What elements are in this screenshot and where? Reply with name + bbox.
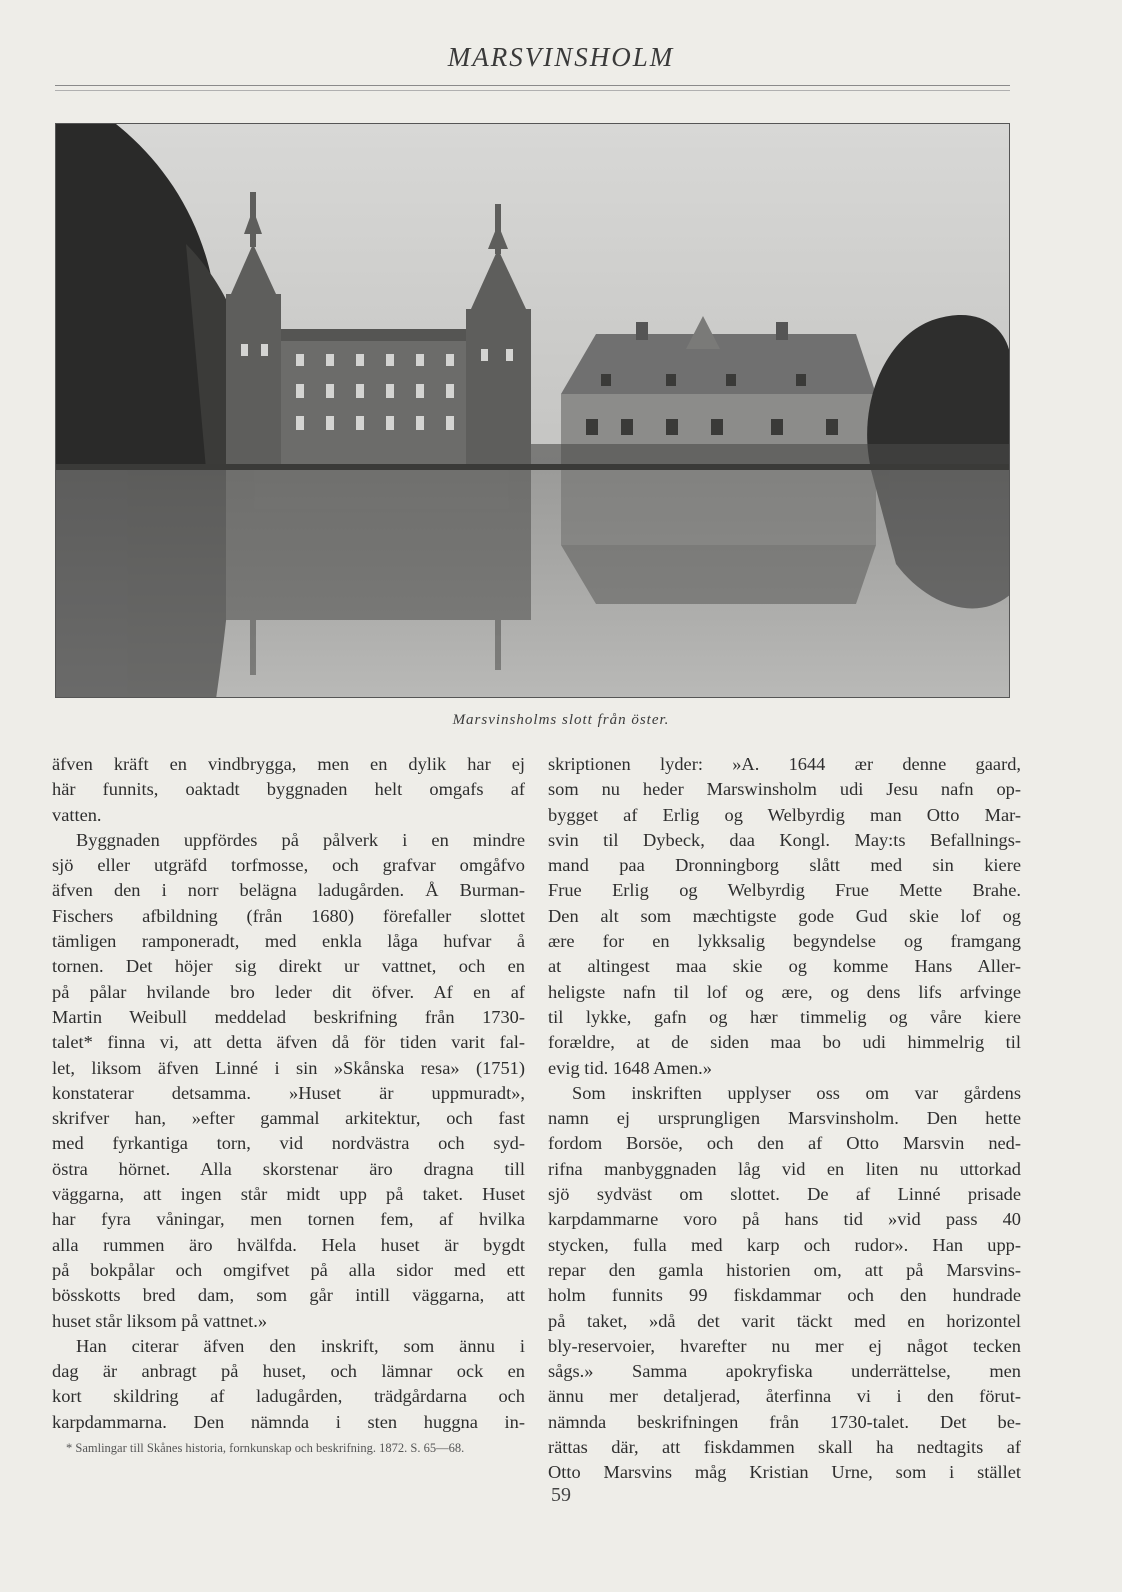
text-line: kort skildring af ladugården, trädgårdarna och [52, 1386, 525, 1407]
text-line: stycken, fulla med karp och rudor». Han upp- [548, 1234, 1021, 1255]
text-line: här funnits, oaktadt byggnaden helt omgafs af [52, 779, 525, 800]
text-line: Frue Erlig og Welbyrdig Frue Mette Brahe. [548, 880, 1021, 901]
text-line: skriptionen lyder: »A. 1644 ær denne gaard, [548, 754, 1021, 774]
text-line: at altingest maa skie og komme Hans Aller- [548, 956, 1021, 977]
text-line: repar den gamla historien om, att på Marsvins- [548, 1259, 1021, 1280]
text-line: har fyra våningar, men tornen fem, af hvilka [52, 1209, 525, 1230]
text-line: vatten. [52, 804, 102, 825]
text-line: Martin Weibull meddelad beskrifning från 1730- [52, 1006, 525, 1027]
text-line: skrifver han, »efter gammal arkitektur, och fast [52, 1108, 525, 1129]
text-line: som nu heder Marswinsholm udi Jesu nafn op- [548, 779, 1021, 800]
text-line: mand paa Dronningborg slått med sin kiere [548, 855, 1021, 876]
text-line: konstaterar detsamma. »Huset är uppmuradt», [52, 1082, 525, 1103]
text-line: alla rummen äro hvälfda. Hela huset är bygdt [52, 1234, 525, 1255]
left-text-column [52, 752, 525, 1435]
text-line: på bokpålar och omgifvet på alla sidor med ett [52, 1259, 525, 1280]
text-line: sjö eller utgräfd torfmosse, och grafvar omgåfvo [52, 855, 525, 876]
photo-caption: Marsvinsholms slott från öster. [452, 712, 670, 728]
text-line: ännu mer detaljerad, återfinna vi i den förut- [548, 1386, 1021, 1407]
text-line: på pålar hvilande bro leder dit öfver. Af en af [52, 981, 525, 1002]
text-line: tämligen ramponeradt, med enkla låga hufvar å [52, 931, 525, 952]
text-line: sjö sydväst om slottet. De af Linné prisade [548, 1184, 1021, 1205]
text-line: bly-reservoier, hvarefter nu mer ej något tecken [548, 1335, 1021, 1356]
castle-photograph [55, 123, 1010, 698]
footnote [52, 1440, 525, 1456]
text-line: bösskotts bred dam, som går intill väggarna, att [52, 1285, 525, 1306]
text-line: nämnda beskrifningen från 1730-talet. Det be- [548, 1411, 1021, 1432]
text-line: tornen. Det höjer sig direkt ur vattnet, och en [52, 956, 525, 977]
text-line: forældre, at de siden maa bo udi himmelrig til [548, 1032, 1021, 1053]
running-head: MARSVINSHOLM [447, 42, 675, 72]
text-line: med fyrkantiga torn, vid nordvästra och syd- [52, 1133, 525, 1154]
text-line: bygget af Erlig og Welbyrdig man Otto Mar- [548, 804, 1021, 825]
text-line: rättas där, att fiskdammen skall ha nedtagits af [548, 1437, 1021, 1458]
text-line: på taket, »då det varit täckt med en horizontel [548, 1310, 1021, 1331]
header-rule-thin [55, 90, 1010, 91]
text-line: Som inskriften upplyser oss om var gårdens [572, 1082, 1021, 1103]
text-line: fordom Borsöe, och den af Otto Marsvin ned- [548, 1133, 1021, 1154]
text-line: Den alt som mæchtigste gode Gud skie lof og [548, 905, 1021, 926]
text-line: heligste nafn til lof og ære, og dens lifs arfvinge [548, 981, 1021, 1002]
text-line: dag är anbragt på huset, och lämnar ock en [52, 1361, 525, 1382]
text-line: äfven den i norr belägna ladugården. Å Burman- [52, 880, 525, 901]
text-line: karpdammarne voro på hans tid »vid pass 40 [548, 1209, 1021, 1230]
right-text-column [548, 752, 1021, 1486]
text-line: sågs.» Samma apokryfiska underrättelse, men [548, 1361, 1021, 1382]
text-line: Fischers afbildning (från 1680) förefaller slottet [52, 905, 525, 926]
header-rule [55, 85, 1010, 86]
footnote-text: * Samlingar till Skånes historia, fornkunskap och beskrifning. 1872. S. 65—68. [66, 1441, 465, 1455]
text-line: ære for en lykksalig begyndelse og framgang [548, 931, 1021, 952]
text-line: Otto Marsvins måg Kristian Urne, som i stället [548, 1462, 1021, 1483]
text-line: rifna manbyggnaden låg vid en liten nu uttorkad [548, 1158, 1021, 1179]
text-line: svin til Dybeck, daa Kongl. May:ts Befallnings- [548, 829, 1021, 850]
text-line: holm funnits 99 fiskdammar och den hundrade [548, 1285, 1021, 1306]
text-line: evig tid. 1648 Amen.» [548, 1057, 712, 1078]
text-line: Byggnaden uppfördes på pålverk i en mindre [76, 829, 525, 850]
text-line: Han citerar äfven den inskrift, som ännu i [76, 1335, 525, 1356]
text-line: karpdammarna. Den nämnda i sten huggna in- [52, 1411, 525, 1432]
page-number: 59 [551, 1484, 571, 1506]
text-line: let, liksom äfven Linné i sin »Skånska resa» (1751) [52, 1057, 525, 1078]
text-line: talet* finna vi, att detta äfven då för tiden varit fal- [52, 1032, 525, 1053]
text-line: äfven kräft en vindbrygga, men en dylik har ej [52, 754, 525, 774]
text-line: til lykke, gafn og hær timmelig og våre kiere [548, 1006, 1021, 1027]
text-line: namn ej ursprungligen Marsvinsholm. Den hette [548, 1108, 1021, 1129]
text-line: huset står liksom på vattnet.» [52, 1310, 268, 1331]
text-line: väggarna, att ingen står midt upp på taket. Huset [52, 1184, 525, 1205]
text-line: östra hörnet. Alla skorstenar äro dragna till [52, 1158, 525, 1179]
